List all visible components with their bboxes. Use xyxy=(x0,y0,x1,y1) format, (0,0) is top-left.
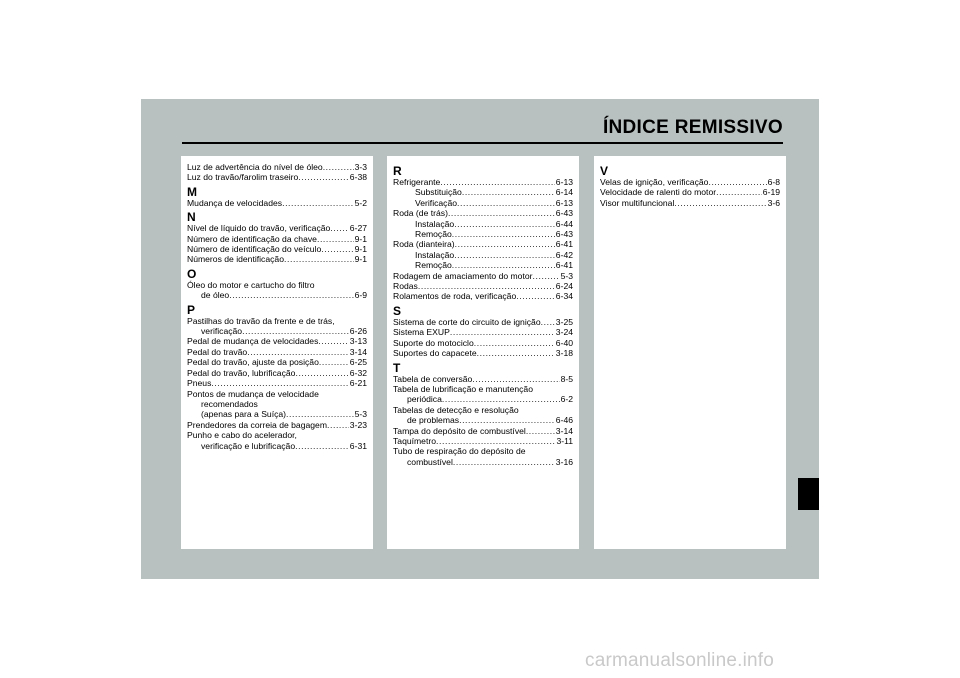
index-entry-page: 6-43 xyxy=(555,229,573,240)
index-entry-label: Substituição xyxy=(415,187,462,198)
index-entry-page: 8-5 xyxy=(560,373,573,384)
index-entry-page: 9-1 xyxy=(354,244,367,255)
index-entry-label: Números de identificação xyxy=(187,254,284,265)
index-entry xyxy=(187,368,367,378)
dot-leader xyxy=(330,223,348,233)
dot-leader xyxy=(327,420,349,430)
index-entry-page: 6-41 xyxy=(555,239,573,250)
dot-leader xyxy=(541,317,555,327)
index-entry-label: verificação xyxy=(201,326,243,337)
index-letter-heading: V xyxy=(600,164,609,178)
index-entry xyxy=(393,239,573,249)
index-letter-heading: S xyxy=(393,303,402,318)
index-entry-label: Pedal do travão, lubrificação xyxy=(187,367,296,378)
index-entry-page: 6-13 xyxy=(555,197,573,208)
index-entry-page: 3-13 xyxy=(349,336,367,347)
page-title: ÍNDICE REMISSIVO xyxy=(602,117,783,138)
index-entry-page: 6-13 xyxy=(555,177,573,187)
index-entry xyxy=(393,271,573,281)
index-entry-page: 6-34 xyxy=(555,291,573,302)
index-entry-page: 3-25 xyxy=(555,316,573,327)
index-entry-label: Nível de líquido do travão, verificação xyxy=(187,223,331,234)
index-entry-label: Remoção xyxy=(415,260,452,271)
index-entry-label: Tampa do depósito de combustível xyxy=(393,425,526,436)
index-entry xyxy=(187,336,367,346)
dot-leader xyxy=(284,254,354,264)
dot-leader xyxy=(516,291,555,301)
dot-leader xyxy=(418,281,555,291)
index-entry-page: 5-3 xyxy=(560,270,573,281)
index-entry-label: Prendedores da correia de bagagem xyxy=(187,419,327,430)
index-letter-heading: P xyxy=(187,302,196,317)
index-entry xyxy=(393,327,573,337)
index-column-1 xyxy=(181,156,373,549)
index-letter-heading: N xyxy=(187,210,196,225)
index-entry xyxy=(187,441,367,451)
dot-leader xyxy=(459,415,555,425)
dot-leader xyxy=(450,327,555,337)
index-entry xyxy=(393,374,573,384)
index-entry-page: 6-42 xyxy=(555,249,573,260)
index-entry-page: 3-23 xyxy=(349,419,367,430)
index-entry xyxy=(393,291,573,301)
index-column-3 xyxy=(594,156,786,549)
dot-leader xyxy=(533,271,560,281)
dot-leader xyxy=(472,374,559,384)
dot-leader xyxy=(716,187,762,197)
index-entry-text: Punho e cabo do acelerador, xyxy=(187,430,297,441)
index-entry-page: 5-3 xyxy=(354,409,367,420)
index-entry xyxy=(600,198,780,208)
index-entry-label: Rodas xyxy=(393,281,418,292)
index-entry-label: Suportes do capacete xyxy=(393,348,477,359)
dot-leader xyxy=(474,338,555,348)
index-entry-text: Tabela de lubrificação e manutenção xyxy=(393,383,533,394)
dot-leader xyxy=(442,394,560,404)
index-entry xyxy=(187,347,367,357)
index-entry xyxy=(393,338,573,348)
dot-leader xyxy=(477,348,555,358)
index-entry xyxy=(393,426,573,436)
index-entry-page: 6-25 xyxy=(349,357,367,368)
index-entry-label: Remoção xyxy=(415,229,452,240)
index-entry-text: recomendados xyxy=(201,398,258,409)
index-entry-label: combustível xyxy=(407,456,453,467)
index-entry xyxy=(187,223,367,233)
section-tab-marker xyxy=(798,478,819,510)
index-entry-text: Pontos de mudança de velocidade xyxy=(187,388,319,399)
index-entry-page: 6-9 xyxy=(354,290,367,301)
dot-leader xyxy=(708,177,766,187)
index-entry-label: Instalação xyxy=(415,249,455,260)
dot-leader xyxy=(242,326,349,336)
index-entry-text: Tabelas de detecção e resolução xyxy=(393,404,519,415)
dot-leader xyxy=(286,409,354,419)
index-letter-heading: M xyxy=(187,184,197,199)
index-entry xyxy=(187,420,367,430)
index-letter-heading: T xyxy=(393,360,401,375)
index-entry-label: Luz de advertência do nível de óleo xyxy=(187,162,323,172)
index-entry-label: Refrigerante xyxy=(393,177,441,187)
index-entry-page: 6-26 xyxy=(349,326,367,337)
index-entry-page: 6-32 xyxy=(349,367,367,378)
index-entry-label: Instalação xyxy=(415,218,455,229)
index-entry xyxy=(393,260,573,270)
index-entry-label: Verificação xyxy=(415,197,458,208)
dot-leader xyxy=(321,244,353,254)
dot-leader xyxy=(440,177,555,187)
index-entry-label: Mudança de velocidades xyxy=(187,197,283,208)
index-entry xyxy=(393,394,573,404)
index-entry xyxy=(187,198,367,208)
index-entry xyxy=(393,250,573,260)
index-entry-label: Número de identificação da chave xyxy=(187,233,317,244)
index-entry-page: 3-16 xyxy=(555,456,573,467)
index-entry xyxy=(393,177,573,187)
index-entry-page: 6-41 xyxy=(555,260,573,271)
index-entry xyxy=(393,415,573,425)
index-entry-page: 3-14 xyxy=(555,425,573,436)
index-entry-page: 6-19 xyxy=(762,187,780,198)
index-entry-label: periódica xyxy=(407,394,442,405)
index-entry-label: Taquímetro xyxy=(393,435,436,446)
index-entry-page: 9-1 xyxy=(354,233,367,244)
dot-leader xyxy=(295,441,349,451)
index-entry-label: de óleo xyxy=(201,290,230,301)
index-entry-page: 9-1 xyxy=(354,254,367,265)
dot-leader xyxy=(455,239,555,249)
dot-leader xyxy=(323,162,354,172)
index-entry-label: Velas de ignição, verificação xyxy=(600,177,709,187)
dot-leader xyxy=(298,172,349,182)
index-entry-text: Tubo de respiração do depósito de xyxy=(393,446,526,457)
title-rule xyxy=(182,142,783,144)
index-entry-page: 3-18 xyxy=(555,348,573,359)
index-entry-page: 6-46 xyxy=(555,415,573,426)
index-letter-heading: R xyxy=(393,164,402,178)
index-entry xyxy=(393,457,573,467)
index-entry xyxy=(393,187,573,197)
index-entry-label: Roda (de trás) xyxy=(393,208,448,219)
index-entry xyxy=(187,357,367,367)
dot-leader xyxy=(436,436,555,446)
index-entry-page: 6-8 xyxy=(767,177,780,187)
dot-leader xyxy=(674,198,766,208)
index-entry-page: 6-2 xyxy=(560,394,573,405)
index-entry-label: Suporte do motociclo xyxy=(393,337,474,348)
index-entry-page: 3-6 xyxy=(767,197,780,208)
index-entry xyxy=(600,187,780,197)
index-entry-text: Óleo do motor e cartucho do filtro xyxy=(187,279,315,290)
index-entry-page: 5-2 xyxy=(354,197,367,208)
index-entry xyxy=(187,326,367,336)
index-entry xyxy=(187,254,367,264)
index-entry-label: Luz do travão/farolim traseiro xyxy=(187,172,299,183)
dot-leader xyxy=(295,368,348,378)
index-entry xyxy=(393,436,573,446)
index-entry xyxy=(187,162,367,172)
index-entry-label: Pedal do travão xyxy=(187,346,248,357)
index-entry xyxy=(393,281,573,291)
index-entry-page: 3-11 xyxy=(556,435,573,446)
index-entry xyxy=(600,177,780,187)
index-entry-page: 3-14 xyxy=(349,346,367,357)
index-entry-label: Tabela de conversão xyxy=(393,373,473,384)
dot-leader xyxy=(229,290,353,300)
index-entry-label: de problemas xyxy=(407,415,460,426)
index-entry xyxy=(187,409,367,419)
manual-page xyxy=(141,99,819,579)
index-entry-label: Pneus xyxy=(187,378,212,389)
dot-leader xyxy=(462,187,555,197)
dot-leader xyxy=(457,198,555,208)
index-entry-label: Número de identificação do veículo xyxy=(187,244,322,255)
index-entry-label: Rodagem de amaciamento do motor xyxy=(393,270,533,281)
dot-leader xyxy=(247,347,349,357)
dot-leader xyxy=(318,336,348,346)
index-entry xyxy=(393,317,573,327)
dot-leader xyxy=(454,219,555,229)
index-entry-label: Rolamentos de roda, verificação xyxy=(393,291,517,302)
dot-leader xyxy=(526,426,555,436)
dot-leader xyxy=(452,260,555,270)
index-entry xyxy=(393,229,573,239)
dot-leader xyxy=(452,229,555,239)
index-entry-page: 6-44 xyxy=(555,218,573,229)
index-entry-label: (apenas para a Suíça) xyxy=(201,409,287,420)
dot-leader xyxy=(282,198,354,208)
index-entry-page: 6-31 xyxy=(349,440,367,451)
dot-leader xyxy=(448,208,555,218)
index-entry-page: 6-21 xyxy=(349,378,367,389)
index-entry-page: 6-24 xyxy=(555,281,573,292)
index-entry-page: 3-24 xyxy=(555,327,573,338)
index-entry xyxy=(187,172,367,182)
index-entry-page: 6-14 xyxy=(555,187,573,198)
index-entry-label: Velocidade de ralenti do motor xyxy=(600,187,717,198)
index-entry xyxy=(187,290,367,300)
index-letter-heading: O xyxy=(187,266,197,281)
dot-leader xyxy=(317,234,354,244)
index-entry xyxy=(393,348,573,358)
watermark: carmanualsonline.info xyxy=(585,650,775,671)
index-entry xyxy=(187,378,367,388)
index-entry-label: verificação e lubrificação xyxy=(201,440,296,451)
dot-leader xyxy=(211,378,348,388)
index-entry-label: Sistema de corte do circuito de ignição xyxy=(393,316,541,327)
index-entry xyxy=(187,234,367,244)
index-entry-label: Pedal do travão, ajuste da posição xyxy=(187,357,319,368)
index-entry-text: Pastilhas do travão da frente e de trás, xyxy=(187,315,335,326)
index-entry xyxy=(393,198,573,208)
index-entry xyxy=(187,244,367,254)
index-entry-label: Sistema EXUP xyxy=(393,327,450,338)
index-entry-label: Visor multifuncional xyxy=(600,197,675,208)
index-entry-page: 6-43 xyxy=(555,208,573,219)
dot-leader xyxy=(454,250,555,260)
dot-leader xyxy=(319,357,349,367)
index-entry xyxy=(393,208,573,218)
dot-leader xyxy=(453,457,555,467)
index-entry-page: 6-40 xyxy=(555,337,573,348)
index-column-2 xyxy=(387,156,579,549)
index-entry-label: Pedal de mudança de velocidades xyxy=(187,336,319,347)
index-entry-page: 6-38 xyxy=(349,172,367,183)
index-entry-page: 3-3 xyxy=(354,162,367,172)
index-entry-label: Roda (dianteira) xyxy=(393,239,455,250)
index-entry xyxy=(393,219,573,229)
index-entry-page: 6-27 xyxy=(349,223,367,234)
